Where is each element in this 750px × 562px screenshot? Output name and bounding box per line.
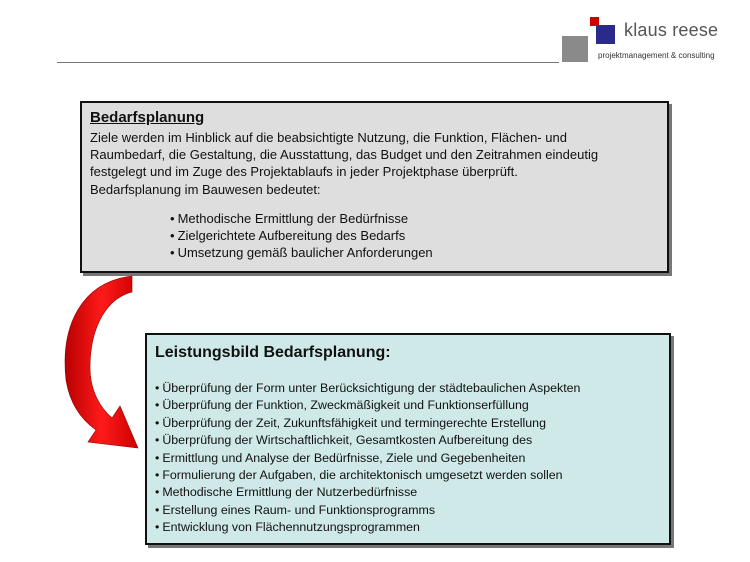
- bullet-icon: •: [155, 433, 160, 448]
- brand-name: klaus reese: [624, 20, 719, 40]
- logo-red-square: [590, 17, 599, 26]
- box1-line: Raumbedarf, die Gestaltung, die Ausstattung, das Budget und den Zeitrahmen eindeutig: [90, 147, 599, 163]
- list-item: • Erstellung eines Raum- und Funktionsprogramms: [155, 502, 436, 517]
- list-item: • Überprüfung der Funktion, Zweckmäßigkeit und Funktionserfüllung: [155, 398, 529, 413]
- bullet-icon: •: [155, 502, 160, 517]
- list-item: • Überprüfung der Form unter Berücksichtigung der städtebaulichen Aspekten: [155, 381, 581, 395]
- bullet-icon: •: [155, 450, 160, 465]
- list-item: • Entwicklung von Flächennutzungsprogrammen: [155, 520, 420, 535]
- box2-list: [155, 380, 661, 537]
- list-item: • Überprüfung der Wirtschaftlichkeit, Gesamtkosten Aufbereitung des: [155, 433, 533, 448]
- list-item: • Umsetzung gemäß baulicher Anforderungen: [170, 244, 433, 260]
- bullet-icon: •: [155, 398, 160, 413]
- bullet-icon: •: [170, 244, 175, 260]
- bullet-icon: •: [170, 227, 175, 243]
- logo-blue-square: [596, 25, 615, 44]
- bullet-icon: •: [155, 468, 160, 483]
- curved-arrow-icon: [60, 270, 150, 460]
- bullet-icon: •: [155, 381, 160, 395]
- bullet-icon: •: [155, 520, 160, 535]
- bedarfsplanung-box: [80, 101, 669, 273]
- list-item: • Methodische Ermittlung der Bedürfnisse: [170, 210, 409, 226]
- list-item: • Zielgerichtete Aufbereitung des Bedarfs: [170, 227, 406, 243]
- logo-gray-square: [562, 36, 588, 62]
- header-divider: [57, 62, 559, 63]
- box1-line: Ziele werden im Hinblick auf die beabsichtigte Nutzung, die Funktion, Flächen- und: [90, 130, 567, 145]
- box1-title: Bedarfsplanung: [90, 109, 205, 126]
- bullet-icon: •: [155, 415, 160, 430]
- leistungsbild-box: [145, 333, 671, 545]
- box1-description: [90, 129, 659, 198]
- bullet-icon: •: [155, 485, 160, 500]
- list-item: • Überprüfung der Zeit, Zukunftsfähigkeit und termingerechte Erstellung: [155, 415, 546, 430]
- list-item: • Formulierung der Aufgaben, die architektonisch umgesetzt werden sollen: [155, 468, 563, 483]
- box1-line: festgelegt und im Zuge des Projektablaufs in jeder Projektphase überprüft.: [90, 164, 518, 180]
- box2-title: Leistungsbild Bedarfsplanung:: [155, 344, 391, 361]
- bullet-icon: •: [170, 210, 175, 226]
- box1-line: Bedarfsplanung im Bauwesen bedeutet:: [90, 181, 321, 197]
- box1-list: [170, 210, 659, 261]
- list-item: • Methodische Ermittlung der Nutzerbedürfnisse: [155, 485, 418, 500]
- list-item: • Ermittlung und Analyse der Bedürfnisse, Ziele und Gegebenheiten: [155, 450, 526, 465]
- brand-tagline: projektmanagement & consulting: [598, 51, 715, 60]
